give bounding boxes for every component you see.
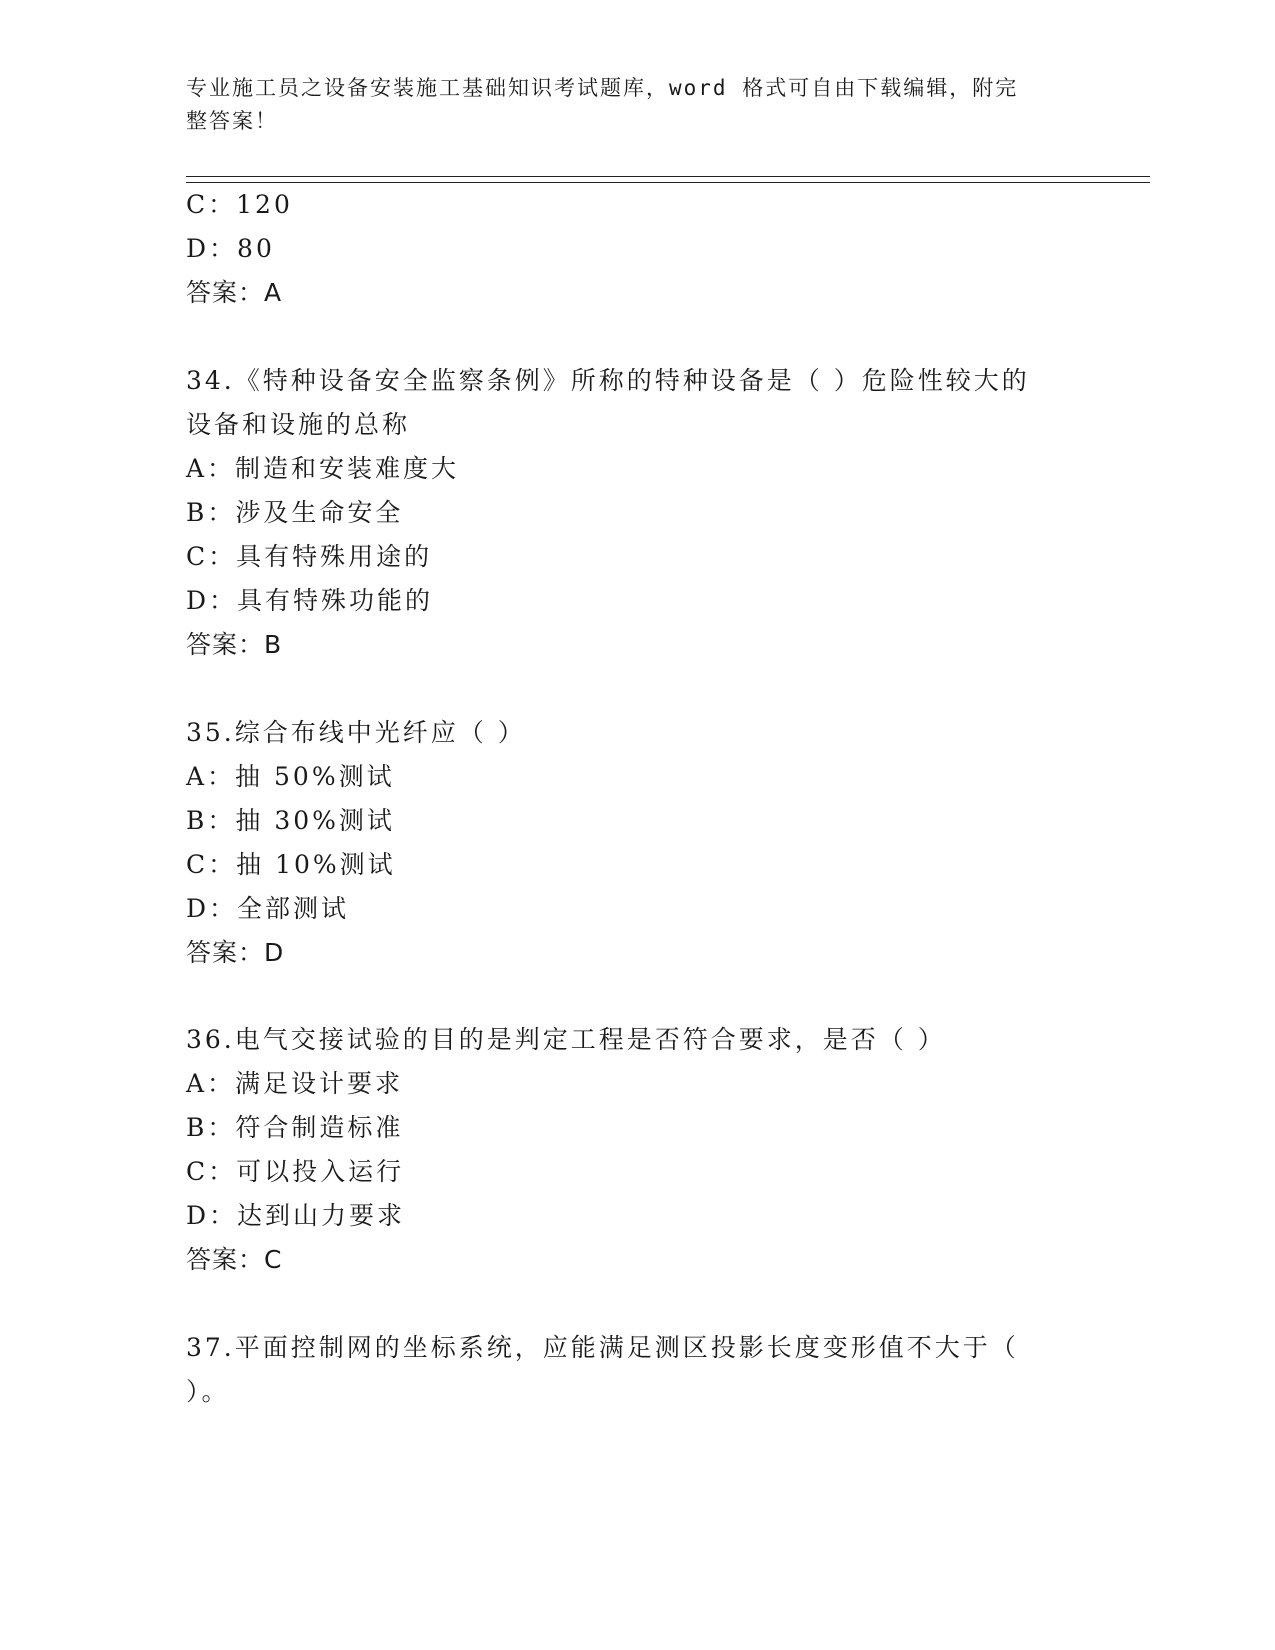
prev-option-c: C：120 [186,190,293,219]
question-34-text-line-1: 34.《特种设备安全监察条例》所称的特种设备是（ ）危险性较大的 [186,366,1030,395]
header-divider-top [186,176,1150,177]
question-35-answer: 答案：D [186,938,285,967]
question-36-option-d: D：达到山力要求 [186,1201,406,1230]
question-36-option-a: A：满足设计要求 [186,1069,404,1098]
header-divider-bottom [186,182,1150,183]
question-36-option-b: B：符合制造标准 [186,1113,404,1142]
question-36-text-line-1: 36.电气交接试验的目的是判定工程是否符合要求，是否（ ） [186,1025,946,1054]
question-35-text-line-1: 35.综合布线中光纤应（ ） [186,718,526,747]
question-36-answer: 答案：C [186,1245,283,1274]
question-37-text-line-1: 37.平面控制网的坐标系统，应能满足测区投影长度变形值不大于（ [186,1333,1019,1362]
question-34-answer: 答案：B [186,630,283,659]
question-34-text-line-2: 设备和设施的总称 [186,410,411,439]
question-34-option-b: B：涉及生命安全 [186,498,404,527]
header-title-line-1: 专业施工员之设备安装施工基础知识考试题库，word 格式可自由下载编辑，附完 [186,76,1019,100]
question-35-option-a: A：抽 50%测试 [186,762,395,791]
question-36-option-c: C：可以投入运行 [186,1157,405,1186]
question-35-option-b: B：抽 30%测试 [186,806,395,835]
question-35-option-d: D：全部测试 [186,894,350,923]
document-header [186,72,1056,138]
header-title-line-2: 整答案！ [186,109,278,133]
question-37-text-line-2: ）。 [186,1377,230,1406]
prev-option-d: D：80 [186,234,275,263]
question-34-option-a: A：制造和安装难度大 [186,454,460,483]
question-35-option-c: C：抽 10%测试 [186,850,396,879]
question-34-option-c: C：具有特殊用途的 [186,542,433,571]
prev-answer: 答案：A [186,278,283,307]
question-34-option-d: D：具有特殊功能的 [186,586,434,615]
